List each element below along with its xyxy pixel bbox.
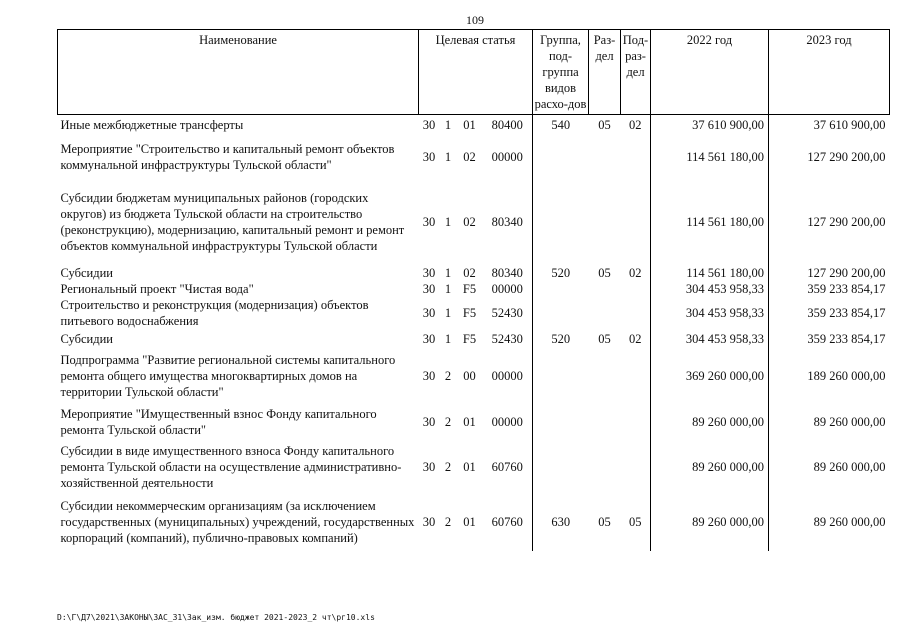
group-code: [533, 441, 589, 493]
amount-2023: 127 290 200,00: [769, 135, 890, 180]
target-part-2: 1: [444, 265, 452, 280]
target-part-4: 80340: [491, 215, 523, 229]
subsection-code: 02: [629, 265, 642, 280]
target-part-4: 52430: [491, 331, 523, 346]
amount-2022: 89 260 000,00: [651, 441, 769, 493]
target-part-4: 60760: [491, 514, 523, 529]
table-row: [58, 135, 890, 180]
row-name: Субсидии в виде имущественного взноса Фонду капитального ремонта Тульской области на осуществление административно-хозяйственной деятельности: [60, 443, 402, 490]
row-name: Субсидии: [60, 331, 113, 346]
row-name: Строительство и реконструкция (модернизация) объектов питьевого водоснабжения: [60, 297, 369, 328]
target-part-4: 00000: [491, 281, 523, 296]
section-code: [589, 281, 621, 297]
amount-2022: 304 453 958,33: [651, 329, 769, 349]
group-code: [533, 135, 589, 180]
target-part-4: 60760: [491, 459, 523, 474]
header-2023: 2023 год: [769, 30, 890, 115]
target-part-3: 02: [463, 265, 476, 280]
group-code: 540: [533, 115, 589, 135]
amount-2022: 304 453 958,33: [651, 297, 769, 329]
target-part-1: 30: [422, 369, 436, 383]
target-part-1: 30: [422, 514, 436, 529]
section-code: 05: [598, 514, 611, 529]
section-code: [589, 135, 621, 180]
header-name: Наименование: [58, 30, 419, 115]
target-part-2: 1: [444, 305, 452, 320]
subsection-code: 02: [629, 331, 642, 346]
amount-2023: 127 290 200,00: [769, 265, 890, 281]
section-code: [589, 441, 621, 493]
subsection-code: [621, 180, 651, 265]
section-code: [589, 349, 621, 404]
row-name: Мероприятие "Строительство и капитальный ремонт объектов коммунальной инфраструктуры Тульской области": [60, 142, 395, 172]
target-part-1: 30: [422, 459, 436, 474]
target-part-3: 01: [463, 117, 476, 132]
row-name: Субсидии некоммерческим организациям (за исключением государственных (муниципальных) учреждений, государственных корпораций (компаний), публично-правовых компаний): [60, 498, 415, 545]
row-name: Подпрограмма "Развитие региональной системы капитального ремонта общего имущества многоквартирных домов на территории Тульской области": [60, 353, 396, 399]
target-part-2: 2: [444, 415, 452, 429]
subsection-code: 02: [629, 117, 642, 132]
table-row: [58, 115, 890, 135]
file-path-footer: D:\Г\Д7\2021\ЗАКОНЫ\ЗАС_31\Зак_изм. бюджет 2021-2023_2 чт\рг10.xls: [57, 613, 375, 622]
amount-2022: 369 260 000,00: [651, 349, 769, 404]
subsection-code: [621, 441, 651, 493]
group-code: [533, 349, 589, 404]
page-number: 109: [466, 13, 484, 27]
budget-table: [57, 29, 890, 551]
group-code: [533, 281, 589, 297]
target-part-1: 30: [422, 265, 436, 280]
subsection-code: [621, 297, 651, 329]
target-part-4: 52430: [491, 305, 523, 320]
amount-2023: 37 610 900,00: [769, 115, 890, 135]
amount-2022: 114 561 180,00: [651, 180, 769, 265]
section-code: 05: [598, 265, 611, 280]
header-subsection: Под-раз-дел: [621, 30, 651, 115]
target-part-1: 30: [422, 150, 436, 164]
target-part-4: 00000: [491, 150, 523, 164]
target-part-1: 30: [422, 415, 436, 429]
target-part-3: 01: [463, 514, 476, 529]
table-row: [58, 297, 890, 329]
group-code: 520: [533, 265, 589, 281]
target-part-3: F5: [462, 281, 477, 296]
group-code: [533, 180, 589, 265]
amount-2023: 89 260 000,00: [769, 493, 890, 551]
amount-2022: 114 561 180,00: [651, 135, 769, 180]
target-part-1: 30: [422, 305, 436, 320]
target-part-2: 2: [444, 369, 452, 383]
amount-2023: 189 260 000,00: [769, 349, 890, 404]
group-code: [533, 404, 589, 441]
amount-2022: 89 260 000,00: [651, 493, 769, 551]
target-part-2: 1: [444, 215, 452, 229]
table-row: [58, 493, 890, 551]
row-name: Иные межбюджетные трансферты: [60, 117, 244, 132]
subsection-code: [621, 349, 651, 404]
section-code: [589, 180, 621, 265]
target-part-3: F5: [462, 305, 477, 320]
target-part-1: 30: [422, 215, 436, 229]
group-code: [533, 297, 589, 329]
table-row: [58, 265, 890, 281]
target-part-2: 1: [444, 281, 452, 296]
amount-2023: 89 260 000,00: [769, 441, 890, 493]
table-row: [58, 404, 890, 441]
amount-2022: 304 453 958,33: [651, 281, 769, 297]
subsection-code: [621, 404, 651, 441]
group-code: 630: [533, 493, 589, 551]
target-part-3: 02: [463, 215, 476, 229]
amount-2022: 114 561 180,00: [651, 265, 769, 281]
subsection-code: 05: [629, 514, 642, 529]
target-part-3: 02: [463, 150, 476, 164]
amount-2023: 359 233 854,17: [769, 329, 890, 349]
target-part-4: 80340: [491, 265, 523, 280]
section-code: [589, 404, 621, 441]
target-part-4: 00000: [491, 369, 523, 383]
target-part-1: 30: [422, 117, 436, 132]
table-row: [58, 281, 890, 297]
target-part-3: 01: [463, 459, 476, 474]
target-part-2: 1: [444, 117, 452, 132]
amount-2023: 127 290 200,00: [769, 180, 890, 265]
target-part-3: 00: [463, 369, 476, 383]
subsection-code: [621, 281, 651, 297]
amount-2023: 359 233 854,17: [769, 297, 890, 329]
row-name: Мероприятие "Имущественный взнос Фонду капитального ремонта Тульской области": [60, 407, 377, 437]
header-section: Раз-дел: [589, 30, 621, 115]
row-name: Субсидии: [60, 265, 113, 280]
amount-2023: 359 233 854,17: [769, 281, 890, 297]
section-code: [589, 297, 621, 329]
amount-2022: 37 610 900,00: [651, 115, 769, 135]
target-part-4: 00000: [491, 415, 523, 429]
table-row: [58, 329, 890, 349]
row-name: Субсидии бюджетам муниципальных районов (городских округов) из бюджета Тульской области на строительство (реконструкцию), модернизацию, капитальный ремонт и ремонт объектов коммунальной инфраструктуры Тульской области: [60, 191, 405, 253]
table-row: [58, 441, 890, 493]
target-part-1: 30: [422, 281, 436, 296]
header-2022: 2022 год: [651, 30, 769, 115]
amount-2023: 89 260 000,00: [769, 404, 890, 441]
group-code: 520: [533, 329, 589, 349]
section-code: 05: [598, 117, 611, 132]
table-row: [58, 180, 890, 265]
target-part-2: 2: [444, 459, 452, 474]
target-part-2: 2: [444, 514, 452, 529]
subsection-code: [621, 135, 651, 180]
header-group: Группа, под-группа видов расхо-дов: [533, 30, 589, 115]
amount-2022: 89 260 000,00: [651, 404, 769, 441]
target-part-3: F5: [462, 331, 477, 346]
header-row: [58, 30, 890, 115]
section-code: 05: [598, 331, 611, 346]
target-part-3: 01: [463, 415, 476, 429]
target-part-1: 30: [422, 331, 436, 346]
target-part-2: 1: [444, 331, 452, 346]
header-target: Целевая статья: [419, 30, 533, 115]
row-name: Региональный проект "Чистая вода": [60, 281, 254, 296]
table-row: [58, 349, 890, 404]
target-part-4: 80400: [491, 117, 523, 132]
target-part-2: 1: [444, 150, 452, 164]
